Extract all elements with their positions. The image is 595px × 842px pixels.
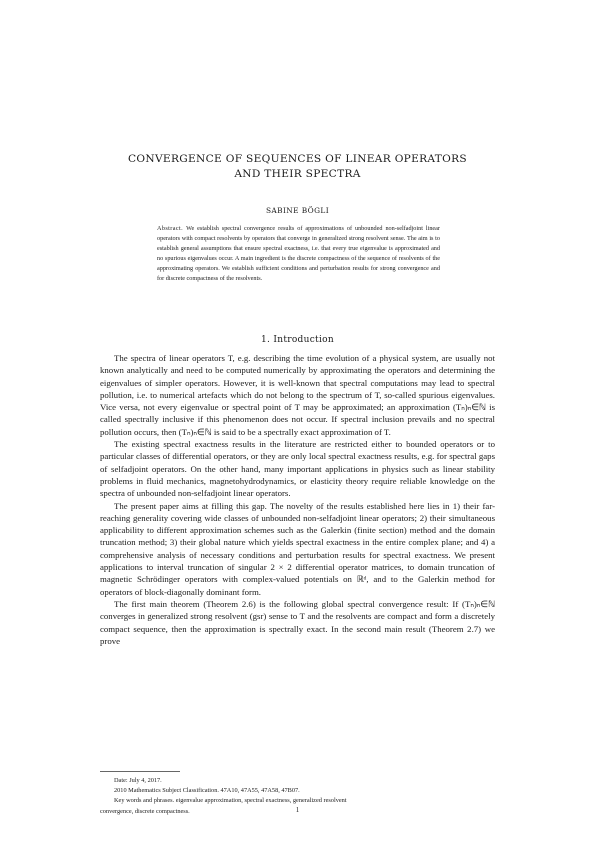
abstract-label: Abstract. [157, 225, 184, 232]
title-line-1: CONVERGENCE OF SEQUENCES OF LINEAR OPERATORS [128, 153, 467, 165]
paragraph: The existing spectral exactness results in the literature are restricted either to bounded operators or to particular classes of differential operators, or they are only local spectral exactness results, e.g. for spectral gaps of selfadjoint operators. On the other hand, many important applications in physics such as linear stability problems in fluid mechanics, magnetohydrodynamics, or elasticity theory require reliable knowledge on the spectra of unbounded non-selfadjoint linear operators. [100, 439, 495, 499]
abstract [157, 224, 440, 284]
abstract-text: We establish spectral convergence results of approximations of unbounded non-selfadjoint linear operators with compact resolvents by operators that converge in generalized strong resolvent sense. The aim is to establish general assumptions that ensure spectral exactness, i.e. that every true eigenvalue is approximated and no spurious eigenvalues occur. A main ingredient is the discrete compactness of the sequence of resolvents of the approximating operators. We establish sufficient conditions and perturbation results for strong convergence and for discrete compactness of the resolvents. [157, 225, 440, 282]
body-text [100, 352, 495, 647]
author-name: SABINE BÖGLI [265, 206, 330, 215]
page-number: 1 [295, 806, 300, 814]
footnote-msc: 2010 Mathematics Subject Classification. 47A10, 47A55, 47A58, 47B07. [114, 787, 300, 795]
paragraph: The spectra of linear operators T, e.g. describing the time evolution of a physical system, are usually not known analytically and need to be computed numerically by approximating the operators and determining the eigenvalues of simpler operators. However, it is well-known that spectral computations may lead to spectral pollution, i.e. to numerical artefacts which do not belong to the spectrum of T, so-called spurious eigenvalues. Vice versa, not every eigenvalue or spectral point of T may be approximated; an approximation (Tₙ)ₙ∈ℕ is called spectrally inclusive if this phenomenon does not occur. If spectral inclusion prevails and no spectral pollution occurs, then (Tₙ)ₙ∈ℕ is said to be a spectrally exact approximation of T. [100, 353, 495, 437]
footnote-keywords: Key words and phrases. eigenvalue approximation, spectral exactness, generalized resolvent [114, 797, 347, 805]
paragraph: The present paper aims at filling this gap. The novelty of the results established here lies in 1) their far-reaching generality covering wide classes of unbounded non-selfadjoint linear operators; 2) their simultaneous applicability to different approximation schemes such as the Galerkin (finite section) method and the domain truncation method; 3) their global nature which yields spectral exactness in the entire complex plane; and 4) a comprehensive analysis of necessary conditions and perturbation results for spectral exactness. We present applications to interval truncation of singular 2 × 2 differential operator matrices, to domain truncation of magnetic Schrödinger operators with complex-valued potentials on ℝᵈ, and to the Galerkin method for operators of block-diagonally dominant form. [100, 500, 495, 597]
footnote-keywords-cont: convergence, discrete compactness. [100, 807, 190, 815]
section-heading: 1. Introduction [261, 335, 334, 345]
paper-title [100, 152, 495, 182]
paragraph: The first main theorem (Theorem 2.6) is the following global spectral convergence result: If (Tₙ)ₙ∈ℕ converges in generalized strong resolvent (gsr) sense to T and the resolvents are compact and form a discretely compact sequence, then the approximation is spectrally exact. In the second main result (Theorem 2.7) we prove [100, 598, 495, 646]
footnote-date: Date: July 4, 2017. [114, 777, 162, 784]
title-line-2: AND THEIR SPECTRA [234, 168, 361, 180]
footnote-rule [100, 771, 180, 772]
